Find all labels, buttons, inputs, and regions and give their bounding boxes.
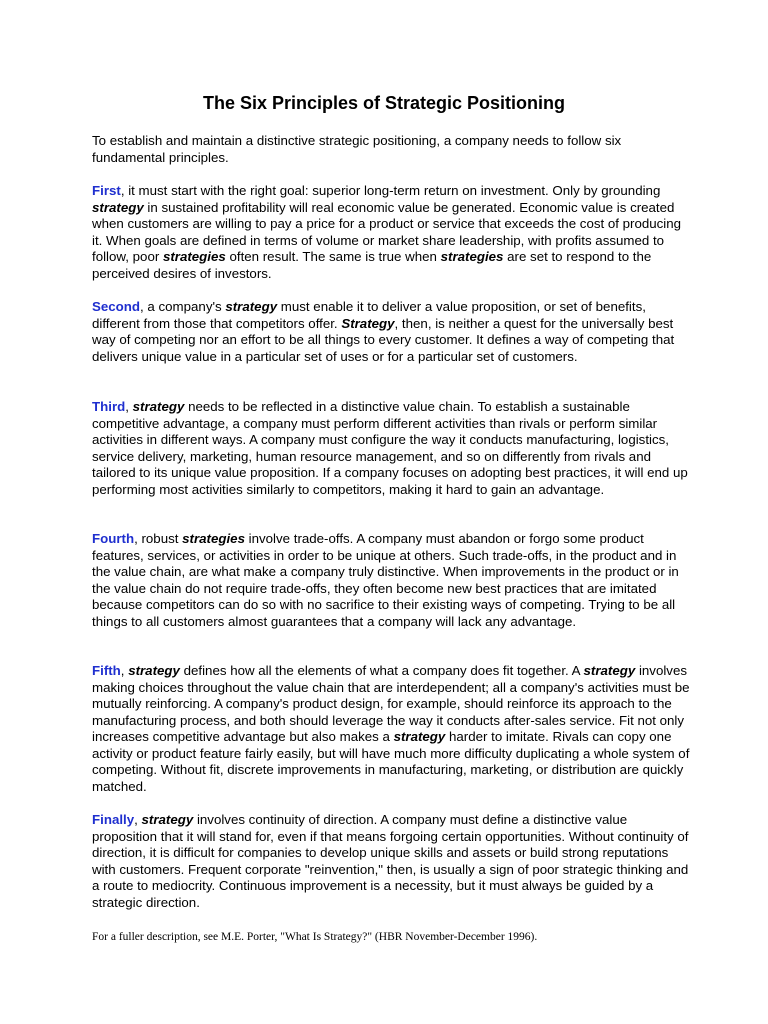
principle-second-label: Second	[92, 299, 141, 314]
keyword-strategy: strategy	[128, 663, 180, 678]
keyword-strategy: strategy	[132, 399, 185, 414]
keyword-strategies: strategies	[182, 531, 245, 546]
keyword-strategy: Strategy	[341, 315, 395, 331]
principle-third-label: Third	[92, 399, 126, 414]
keyword-strategies: strategies	[162, 249, 226, 264]
keyword-strategy: strategy	[393, 729, 446, 744]
keyword-strategy: strategy	[92, 199, 144, 215]
principle-fifth-paragraph	[92, 663, 692, 795]
principle-second-text: , then, is neither a quest for the universally best way of competing nor an effort to be all things to every customer. It defines a way of competing that delivers unique value in a particular set of uses or for a particular set of customers.	[92, 315, 675, 364]
principle-fourth-paragraph	[92, 531, 692, 630]
document-title: The Six Principles of Strategic Positioning	[202, 93, 566, 113]
principle-first-text: often result. The same is true when	[225, 249, 441, 264]
keyword-strategy: strategy	[583, 663, 636, 678]
principle-fifth-text: harder to imitate. Rivals can copy one activity or product feature fairly easily, but will have much more difficulty duplicating a whole system of competing. Without fit, discrete improvements in manufacturing, marketing, or distribution are quickly matched.	[92, 729, 690, 794]
footnote: For a fuller description, see M.E. Porter, "What Is Strategy?" (HBR November-December 1996).	[92, 931, 538, 943]
principle-fifth-text: defines how all the elements of what a company does fit together. A	[179, 663, 584, 678]
principle-fifth-label: Fifth	[92, 663, 121, 678]
principle-third-text: needs to be reflected in a distinctive value chain. To establish a sustainable competitive advantage, a company must perform different activities than rivals or perform similar activities in different ways. A company must configure the way it conducts manufacturing, logistics, service delivery, marketing, human resource management, and so on differently from rivals and tailored to its unique value proposition. If a company focuses on adopting best practices, it will end up performing most activities similarly to competitors, making it hard to gain an advantage.	[92, 399, 688, 497]
principle-fourth-label: Fourth	[92, 531, 135, 546]
principle-third-text: ,	[125, 399, 133, 414]
principle-first-text: are set to respond to the perceived desires of investors.	[92, 249, 652, 281]
keyword-strategies: strategies	[440, 249, 504, 264]
principle-third-paragraph	[92, 399, 692, 498]
intro-paragraph: To establish and maintain a distinctive strategic positioning, a company needs to follow six fundamental principles.	[92, 133, 622, 165]
principle-fifth-text: ,	[120, 663, 129, 678]
keyword-strategy: strategy	[225, 299, 278, 314]
principle-second-text: , a company's	[140, 299, 226, 314]
principle-first-label: First	[92, 183, 121, 198]
principle-fourth-text: involve trade-offs. A company must abandon or forgo some product features, services, or activities in order to be unique at others. Such trade-offs, in the product and in the value chain, are what make a company truly distinctive. When improvements in the product or in the value chain do not require trade-offs, they often become new best practices that are imitated because competitors can do so with no sacrifice to their existing ways of competing. Trying to be all things to all customers almost guarantees that a company will lack any advantage.	[92, 531, 679, 629]
principle-fifth-text: involves making choices throughout the value chain that are interdependent; all a company's activities must be mutually reinforcing. A company's product design, for example, should reinforce its approach to the manufacturing process, and both should leverage the way it conducts after-sales service. Fit not only increases competitive advantage but also makes a	[92, 663, 690, 744]
principle-sixth-paragraph	[92, 812, 692, 911]
principle-first-text: in sustained profitability will real economic value be generated. Economic value is created when customers are willing to pay a price for a product or service that exceeds the cost of producing it. When goals are defined in terms of volume or market share leadership, with profits assumed to follow, poor	[92, 199, 682, 264]
principle-first-paragraph	[92, 183, 692, 282]
keyword-strategy: strategy	[141, 812, 194, 827]
principle-first-text: , it must start with the right goal: superior long-term return on investment. Only by grounding	[120, 183, 661, 198]
principle-sixth-text: ,	[134, 812, 142, 827]
principle-fourth-text: , robust	[134, 531, 183, 546]
principle-sixth-label: Finally	[92, 812, 135, 827]
principle-sixth-text: involves continuity of direction. A company must define a distinctive value proposition that it will stand for, even if that means forgoing certain opportunities. Without continuity of direction, it is difficult for companies to develop unique skills and assets or build strong reputations with customers. Frequent corporate "reinvention," then, is usually a sign of poor strategic thinking and a route to mediocrity. Continuous improvement is a necessity, but it must always be guided by a strategic direction.	[92, 812, 689, 910]
principle-second-text: must enable it to deliver a value proposition, or set of benefits, different from those that competitors offer.	[92, 299, 646, 331]
principle-second-paragraph	[92, 299, 692, 365]
